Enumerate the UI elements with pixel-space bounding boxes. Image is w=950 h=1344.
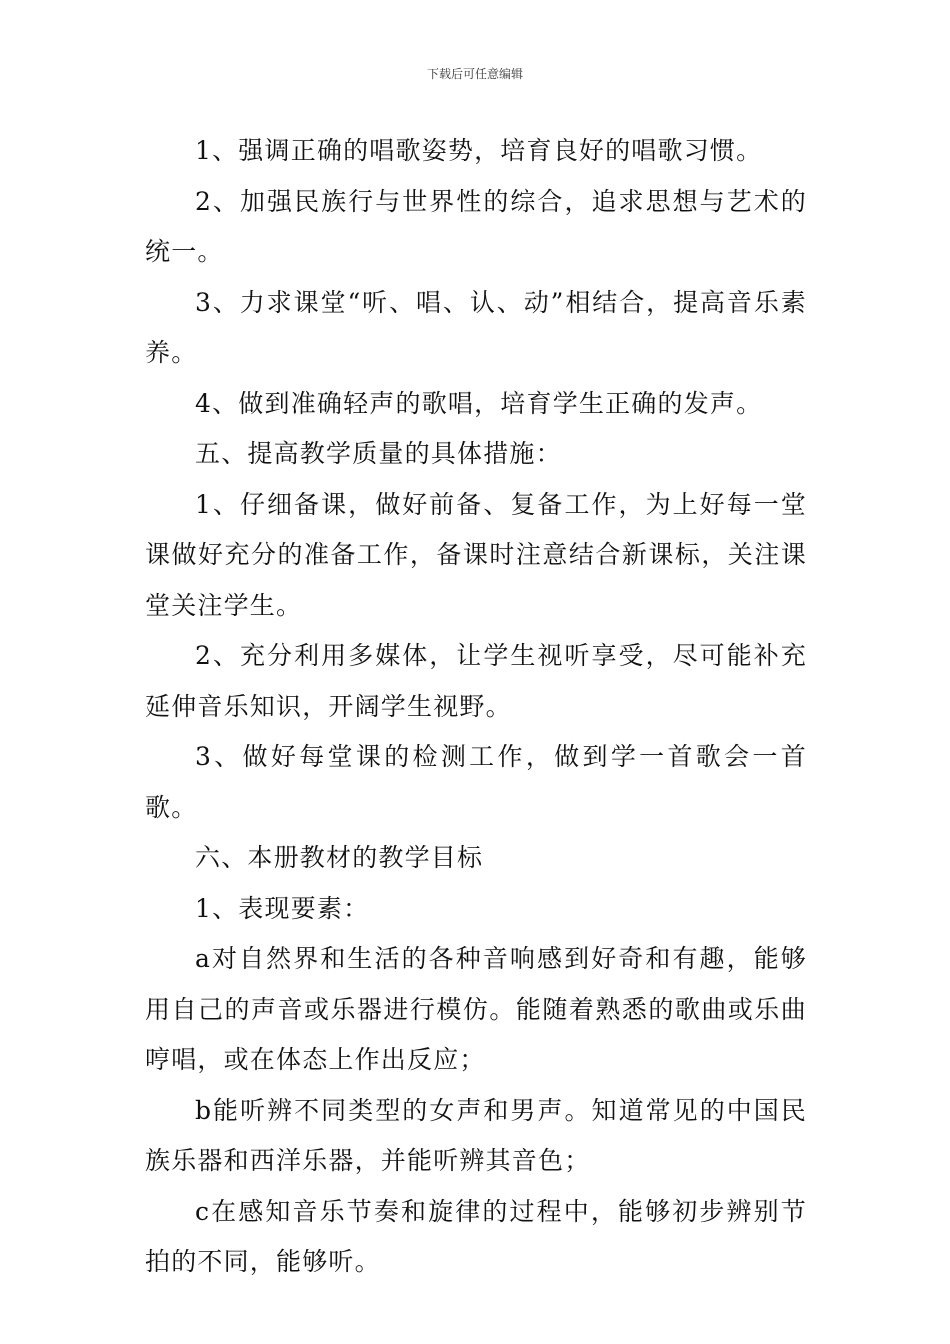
section-heading-5: 五、提高教学质量的具体措施： — [195, 439, 562, 468]
paragraph-measure-3: 3、做好每堂课的检测工作，做到学一首歌会一首歌。 — [145, 742, 807, 822]
paragraph-item-b: b能听辨不同类型的女声和男声。知道常见的中国民族乐器和西洋乐器，并能听辨其音色； — [145, 1095, 807, 1175]
paragraph-goal-1: 1、强调正确的唱歌姿势，培育良好的唱歌习惯。 — [195, 136, 763, 165]
paragraph-measure-1: 1、仔细备课，做好前备、复备工作，为上好每一堂课做好充分的准备工作，备课时注意结合新课标，关注课堂关注学生。 — [145, 489, 807, 620]
paragraph-item-a: a对自然界和生活的各种音响感到好奇和有趣，能够用自己的声音或乐器进行模仿。能随着熟悉的歌曲或乐曲哼唱，或在体态上作出反应； — [145, 944, 807, 1074]
page-header-note: 下载后可任意编辑 — [426, 67, 523, 81]
document-body — [145, 126, 807, 1288]
paragraph-goal-4: 4、做到准确轻声的歌唱，培育学生正确的发声。 — [195, 388, 763, 418]
paragraph-goal-2: 2、加强民族行与世界性的综合，追求思想与艺术的统一。 — [145, 186, 807, 266]
paragraph-goal-3: 3、力求课堂“听、唱、认、动”相结合，提高音乐素养。 — [145, 287, 807, 367]
paragraph-measure-2: 2、充分利用多媒体，让学生视听享受，尽可能补充延伸音乐知识，开阔学生视野。 — [145, 641, 807, 721]
subheading-elements: 1、表现要素： — [195, 893, 370, 923]
paragraph-item-c: c在感知音乐节奏和旋律的过程中，能够初步辨别节拍的不同，能够听。 — [145, 1196, 807, 1276]
section-heading-6: 六、本册教材的教学目标 — [195, 843, 484, 872]
